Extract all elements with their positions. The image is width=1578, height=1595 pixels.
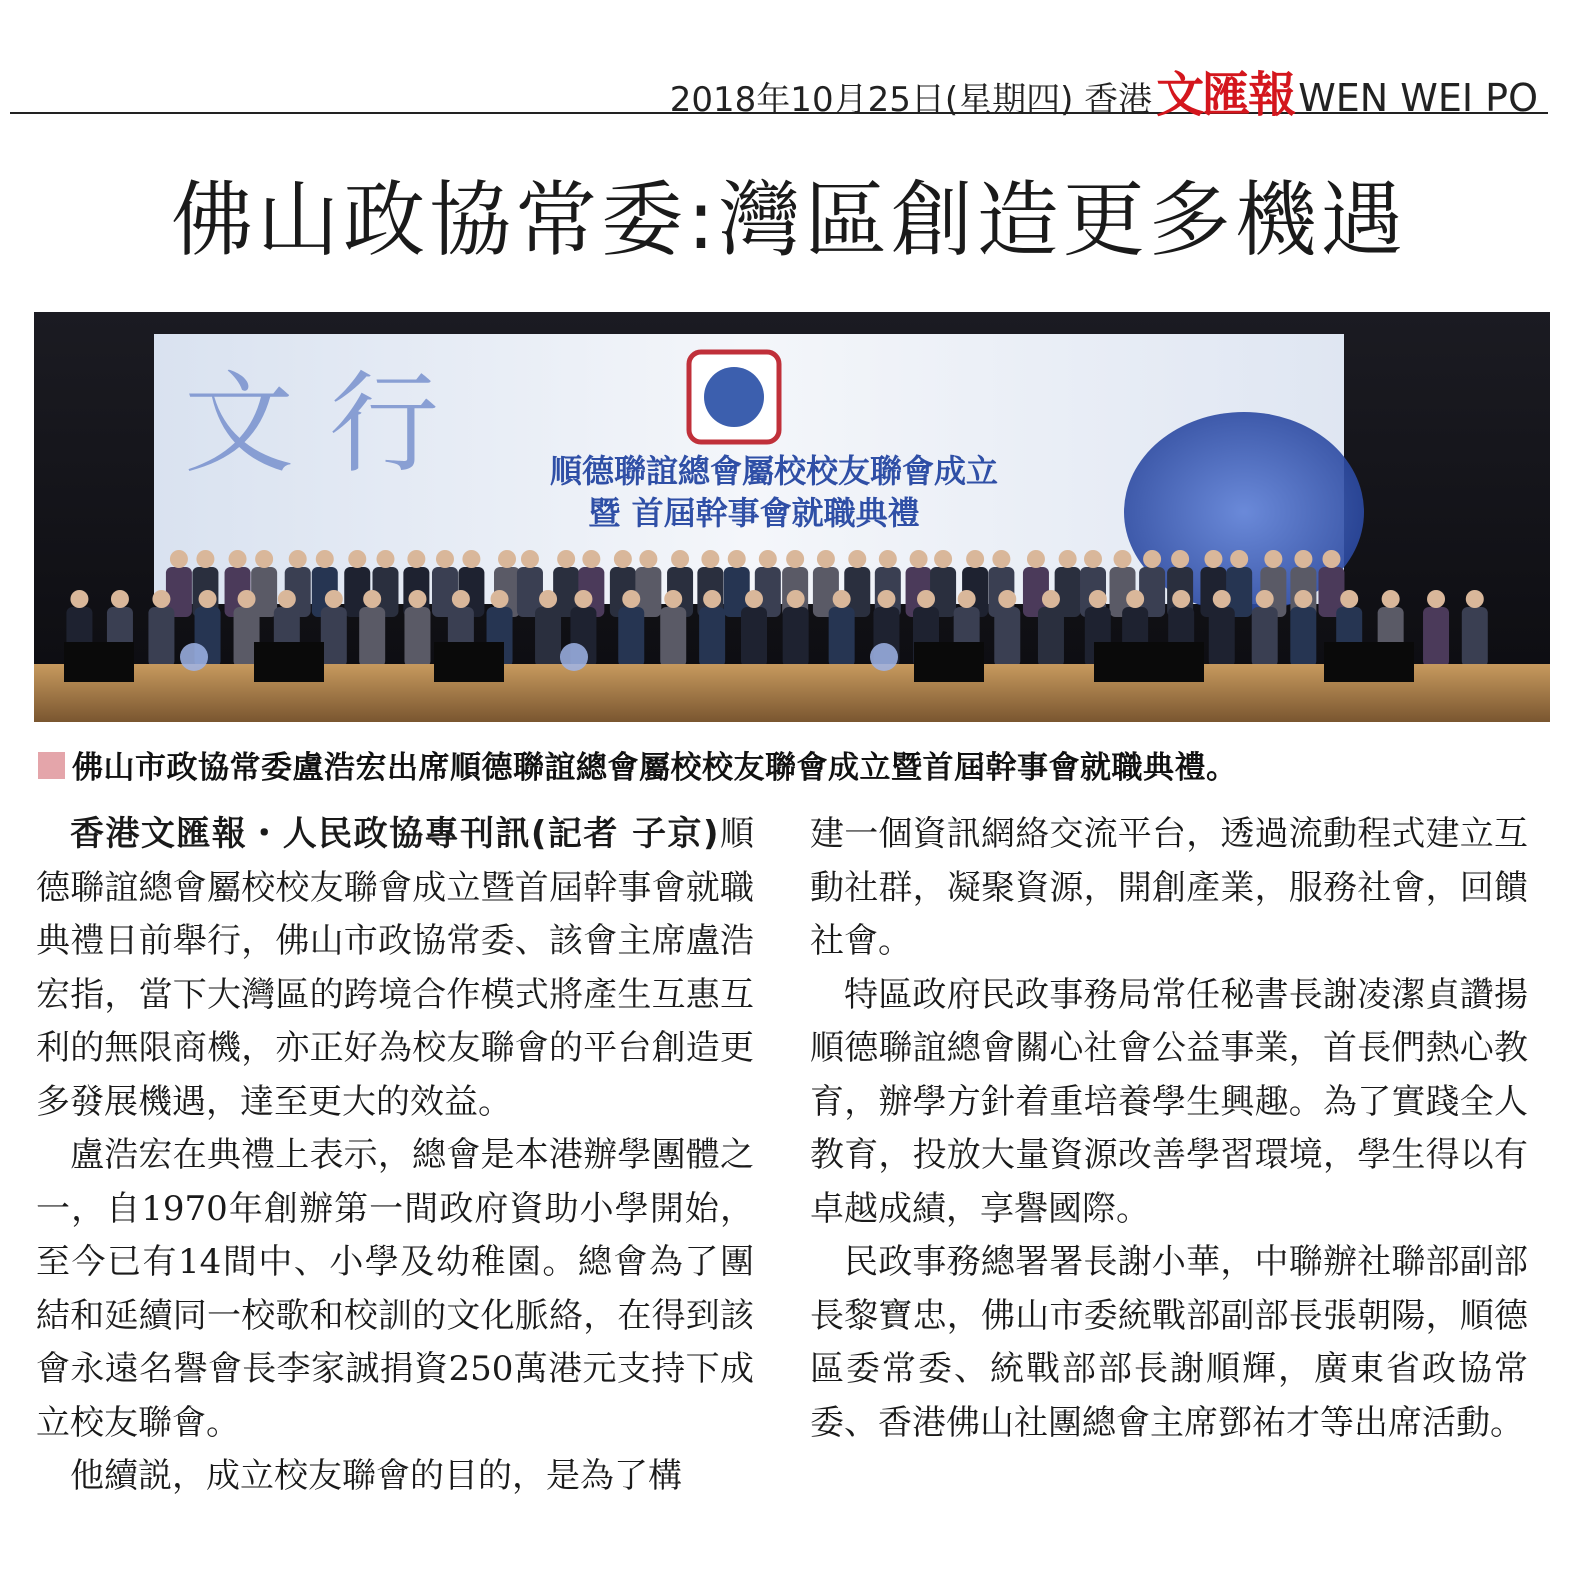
attendee-head	[196, 550, 214, 568]
attendee-head	[1340, 590, 1358, 608]
attendee-head	[966, 550, 984, 568]
attendee-head	[574, 590, 592, 608]
attendee-head	[1089, 590, 1107, 608]
attendee-head	[817, 550, 835, 568]
attendee-head	[376, 550, 394, 568]
attendee-head	[462, 550, 480, 568]
article-column-right	[810, 808, 1528, 1450]
attendee-head	[278, 590, 296, 608]
attendee-head	[848, 550, 866, 568]
attendee-body	[148, 607, 174, 667]
attendee-head	[1042, 590, 1060, 608]
attendee-head	[1466, 590, 1484, 608]
attendee-head	[1126, 590, 1144, 608]
attendee-head	[521, 550, 539, 568]
attendee-head	[622, 590, 640, 608]
attendee-head	[1059, 550, 1077, 568]
attendee-head	[70, 590, 88, 608]
attendee-body	[1462, 607, 1488, 667]
attendee-body	[829, 607, 855, 667]
attendee-body	[699, 607, 725, 667]
newspaper-logo: 文匯報	[1156, 67, 1295, 123]
banner-line-1: 順德聯誼總會屬校校友聯會成立	[549, 452, 999, 490]
attendee-head	[728, 550, 746, 568]
attendee-head	[1027, 550, 1045, 568]
attendee-head	[1204, 550, 1222, 568]
article-byline: 香港文匯報・人民政協專刊訊(記者 子京)	[70, 814, 719, 854]
article-paragraph-continued: 建一個資訊網絡交流平台，透過流動程式建立互動社群，凝聚資源，開創產業，服務社會，回饋社會。	[810, 814, 1528, 961]
attendee-head	[557, 550, 575, 568]
attendee-head	[348, 550, 366, 568]
attendee-body	[1038, 607, 1064, 667]
caption-marker	[38, 752, 65, 779]
attendee-head	[255, 550, 273, 568]
article-paragraph: 盧浩宏在典禮上表示，總會是本港辦學團體之一，自1970年創辦第一間政府資助小學開始，至今已有14間中、小學及幼稚園。總會為了團結和延續同一校歌和校訓的文化脈絡，在得到該會永遠名譽會長李家誠捐資250萬港元支持下成立校友聯會。	[36, 1135, 754, 1443]
attendee-head	[877, 590, 895, 608]
attendee-head	[639, 550, 657, 568]
attendee-head	[1256, 590, 1274, 608]
attendee-body	[535, 607, 561, 667]
attendee-head	[934, 550, 952, 568]
attendee-head	[199, 590, 217, 608]
attendee-head	[498, 550, 516, 568]
attendee-head	[152, 590, 170, 608]
attendee-head	[703, 590, 721, 608]
photo-caption: 佛山市政協常委盧浩宏出席順德聯誼總會屬校校友聯會成立暨首屆幹事會就職典禮。	[72, 750, 1238, 786]
attendee-head	[436, 550, 454, 568]
attendee-head	[1294, 590, 1312, 608]
attendee-head	[1230, 550, 1248, 568]
article-column-left	[36, 808, 754, 1504]
attendee-head	[701, 550, 719, 568]
attendee-head	[229, 550, 247, 568]
attendee-body	[1252, 607, 1278, 667]
attendee-head	[1322, 550, 1340, 568]
attendee-head	[1213, 590, 1231, 608]
attendee-head	[491, 590, 509, 608]
attendee-body	[404, 607, 430, 667]
attendee-head	[1171, 550, 1189, 568]
banner-line-2: 暨 首屆幹事會就職典禮	[588, 494, 920, 532]
attendee-body	[359, 607, 385, 667]
attendee-head	[407, 550, 425, 568]
attendee-head	[1427, 590, 1445, 608]
attendee-head	[1084, 550, 1102, 568]
attendee-head	[1382, 590, 1400, 608]
attendee-head	[745, 590, 763, 608]
attendee-head	[787, 590, 805, 608]
attendee-body	[660, 607, 686, 667]
attendee-head	[910, 550, 928, 568]
attendee-head	[786, 550, 804, 568]
attendee-body	[783, 607, 809, 667]
article-paragraph-text: 順德聯誼總會屬校校友聯會成立暨首屆幹事會就職典禮日前舉行，佛山市政協常委、該會主席盧浩宏指，當下大灣區的跨境合作模式將產生互惠互利的無限商機，亦正好為校友聯會的平台創造更多發展機遇，達至更大的效益。	[36, 814, 755, 1122]
attendee-head	[1114, 550, 1132, 568]
masthead-line	[670, 56, 1538, 125]
attendee-head	[289, 550, 307, 568]
article-paragraph: 民政事務總署署長謝小華，中聯辦社聯部副部長黎寶忠，佛山市委統戰部副部長張朝陽，順德區委常委、統戰部部長謝順輝，廣東省政協常委、香港佛山社團總會主席鄧祐才等出席活動。	[810, 1242, 1528, 1443]
attendee-head	[1172, 590, 1190, 608]
backdrop-calligraphy: 文 行	[184, 360, 439, 488]
attendee-head	[539, 590, 557, 608]
attendee-head	[582, 550, 600, 568]
attendee-head	[998, 590, 1016, 608]
attendee-body	[1423, 607, 1449, 667]
attendee-body	[1209, 607, 1235, 667]
attendee-head	[170, 550, 188, 568]
attendee-head	[759, 550, 777, 568]
attendee-head	[111, 590, 129, 608]
headline: 佛山政協常委:灣區創造更多機遇	[171, 173, 1407, 268]
article-paragraph: 特區政府民政事務局常任秘書長謝凌潔貞讚揚順德聯誼總會關心社會公益事業，首長們熱心教育，辦學方針着重培養學生興趣。為了實踐全人教育，投放大量資源改善學習環境，學生得以有卓越成績，享譽國際。	[810, 974, 1528, 1229]
attendee-body	[741, 607, 767, 667]
attendee-body	[994, 607, 1020, 667]
attendee-head	[316, 550, 334, 568]
attendee-body	[321, 607, 347, 667]
attendee-head	[664, 590, 682, 608]
attendee-head	[879, 550, 897, 568]
attendee-body	[1290, 607, 1316, 667]
attendee-head	[325, 590, 343, 608]
attendee-head	[671, 550, 689, 568]
attendee-head	[917, 590, 935, 608]
ceremony-photo	[34, 312, 1550, 722]
attendee-head	[958, 590, 976, 608]
attendee-head	[1264, 550, 1282, 568]
attendee-head	[1143, 550, 1161, 568]
ceremony-photo-illustration	[34, 312, 1550, 722]
attendee-head	[992, 550, 1010, 568]
attendee-head	[363, 590, 381, 608]
attendee-head	[238, 590, 256, 608]
newspaper-latin-name: WEN WEI PO	[1298, 76, 1538, 120]
attendee-head	[408, 590, 426, 608]
attendee-head	[452, 590, 470, 608]
attendee-body	[618, 607, 644, 667]
issue-date: 2018年10月25日(星期四) 香港	[669, 80, 1153, 120]
article-paragraph	[36, 808, 754, 1129]
attendee-head	[1294, 550, 1312, 568]
attendee-head	[833, 590, 851, 608]
article-paragraph: 他續説，成立校友聯會的目的，是為了構	[70, 1456, 682, 1496]
masthead	[10, 48, 1548, 123]
attendee-head	[614, 550, 632, 568]
